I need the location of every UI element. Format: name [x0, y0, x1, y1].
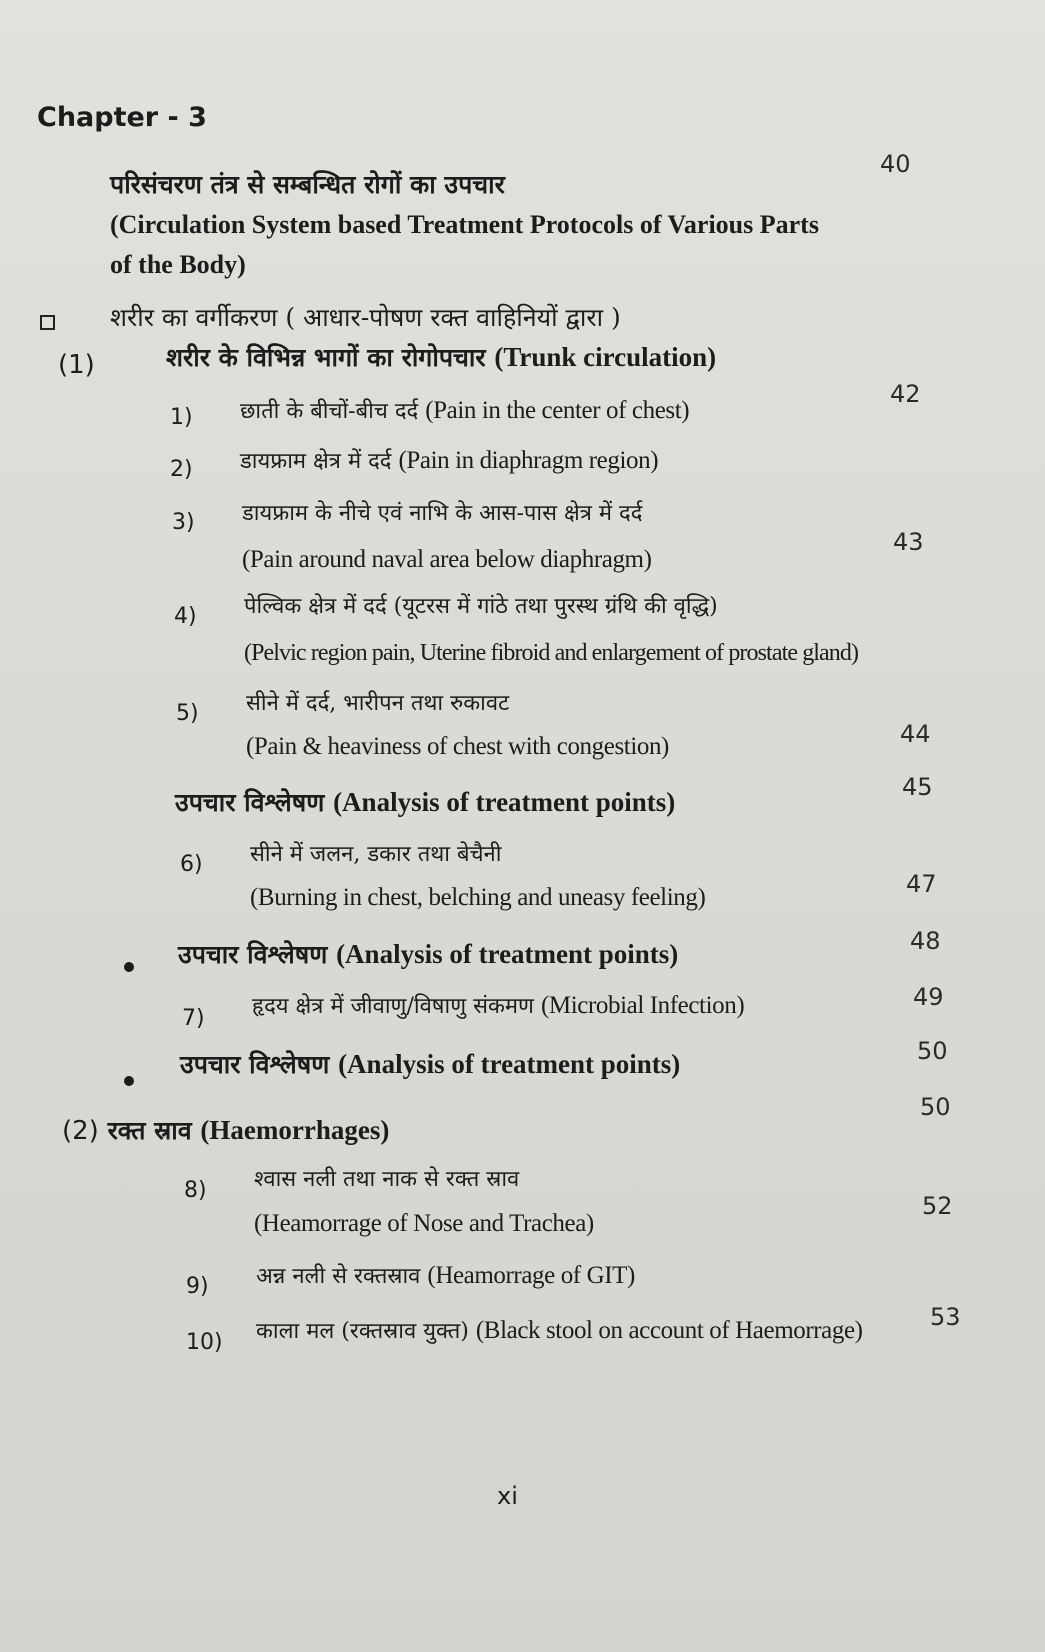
page-number: 47: [906, 870, 937, 898]
entry-english: (Burning in chest, belching and uneasy feeling): [250, 884, 706, 911]
item-number: 1): [170, 405, 193, 430]
item-number: 2): [170, 457, 193, 482]
analysis-hindi: उपचार विश्लेषण: [178, 940, 328, 969]
item-number: 10): [186, 1330, 223, 1355]
analysis-hindi: उपचार विश्लेषण: [180, 1050, 330, 1079]
entry-hindi: अन्न नली से रक्तस्राव: [256, 1264, 421, 1289]
analysis-heading: [175, 785, 675, 819]
page-number-title: 40: [880, 150, 911, 178]
entry-english: (Pain in the center of chest): [425, 397, 690, 424]
toc-entry: [252, 990, 744, 1020]
page-number: 50: [917, 1037, 948, 1065]
toc-entry: [256, 1260, 635, 1290]
section-2-heading: [62, 1113, 389, 1147]
page-folio: xi: [497, 1482, 518, 1510]
section-1-english: (Trunk circulation): [494, 342, 717, 372]
section-1-heading: [166, 340, 716, 374]
square-bullet-icon: [40, 315, 55, 330]
section-2-english: (Haemorrhages): [200, 1115, 390, 1145]
entry-english: (Heamorrage of GIT): [427, 1262, 635, 1289]
chapter-title-hindi: परिसंचरण तंत्र से सम्बन्धित रोगों का उपचार: [110, 170, 505, 199]
page-number: 43: [893, 528, 924, 556]
chapter-title-english-line1: (Circulation System based Treatment Protocols of Various Parts: [110, 210, 819, 239]
item-number: 3): [172, 510, 195, 535]
entry-hindi: डायफ्राम क्षेत्र में दर्द: [240, 449, 392, 474]
page-number: 49: [913, 983, 944, 1011]
analysis-heading: [180, 1047, 680, 1081]
analysis-hindi: उपचार विश्लेषण: [175, 788, 325, 817]
entry-english: (Pain & heaviness of chest with congestion): [246, 733, 669, 760]
item-number: 4): [174, 604, 197, 629]
bullet-icon: [124, 1076, 134, 1086]
entry-hindi: छाती के बीचों-बीच दर्द: [240, 399, 419, 424]
entry-english: (Black stool on account of Haemorrage): [475, 1317, 863, 1344]
entry-english: (Pelvic region pain, Uterine fibroid and enlargement of prostate gland): [244, 640, 859, 666]
entry-hindi: डायफ्राम के नीचे एवं नाभि के आस-पास क्षेत्र में दर्द: [242, 501, 643, 526]
item-number: 6): [180, 852, 203, 877]
chapter-label: Chapter - 3: [37, 102, 207, 133]
entry-english: (Microbial Infection): [540, 992, 745, 1019]
entry-english: (Heamorrage of Nose and Trachea): [254, 1210, 594, 1237]
analysis-english: (Analysis of treatment points): [336, 939, 679, 969]
classification-heading: शरीर का वर्गीकरण ( आधार-पोषण रक्त वाहिनियों द्वारा ): [110, 303, 621, 332]
page-number: 45: [902, 773, 933, 801]
entry-english: (Pain in diaphragm region): [398, 447, 659, 474]
analysis-english: (Analysis of treatment points): [333, 787, 676, 817]
section-1-hindi: शरीर के विभिन्न भागों का रोगोपचार: [166, 343, 486, 372]
analysis-english: (Analysis of treatment points): [338, 1049, 681, 1079]
bullet-icon: [124, 962, 134, 972]
item-number: 9): [186, 1274, 209, 1299]
section-1-number: (1): [58, 350, 95, 380]
entry-hindi: हृदय क्षेत्र में जीवाणु/विषाणु संकमण: [252, 994, 534, 1019]
page-number: 53: [930, 1303, 961, 1331]
page-number: 52: [922, 1192, 953, 1220]
item-number: 8): [184, 1178, 207, 1203]
entry-hindi: सीने में जलन, डकार तथा बेचैनी: [250, 842, 502, 867]
item-number: 7): [182, 1006, 205, 1031]
page-number: 50: [920, 1093, 951, 1121]
entry-hindi: पेल्विक क्षेत्र में दर्द (यूटरस में गांठे तथा पुरस्थ ग्रंथि की वृद्धि): [244, 594, 718, 619]
section-2-hindi: रक्त स्राव: [107, 1116, 192, 1145]
toc-entry: [240, 395, 689, 425]
page-number: 44: [900, 720, 931, 748]
page-number: 42: [890, 380, 921, 408]
entry-hindi: श्वास नली तथा नाक से रक्त स्राव: [254, 1167, 520, 1192]
entry-hindi: काला मल (रक्तस्राव युक्त): [256, 1319, 469, 1344]
toc-entry: [240, 445, 658, 475]
section-2-number: (2): [62, 1116, 99, 1146]
entry-english: (Pain around naval area below diaphragm): [242, 546, 652, 573]
toc-entry: [256, 1315, 863, 1345]
chapter-title-english-line2: of the Body): [110, 250, 246, 279]
page-number: 48: [910, 927, 941, 955]
entry-hindi: सीने में दर्द, भारीपन तथा रुकावट: [246, 691, 510, 716]
analysis-heading: [178, 937, 678, 971]
item-number: 5): [176, 701, 199, 726]
